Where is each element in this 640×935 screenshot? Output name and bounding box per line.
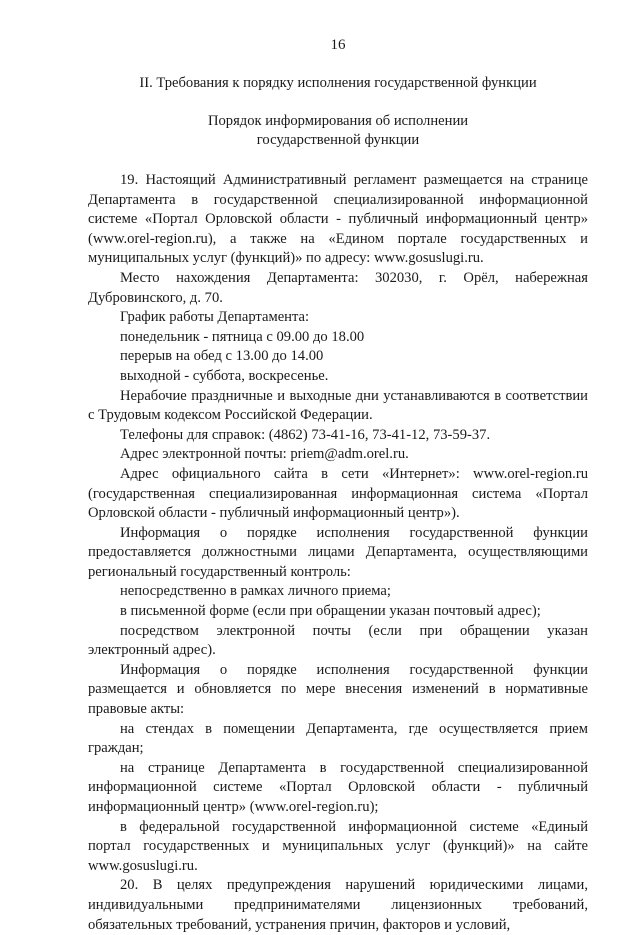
paragraph-20: 20. В целях предупреждения нарушений юридическими лицами, индивидуальными предпринимателями лицензионных требований, обязательных требований, устранения причин, факторов и условий,	[88, 877, 588, 933]
subsection-title-line-2: государственной функции	[256, 132, 420, 148]
page-number: 16	[330, 37, 346, 53]
section-title: II. Требования к порядку исполнения государственной функции	[139, 75, 537, 91]
schedule-weekend: выходной - суббота, воскресенье.	[120, 367, 329, 384]
paragraph-info-provided: Информация о порядке исполнения государственной функции предоставляется должностными лицами Департамента, осуществляющими региональный государственный контроль:	[88, 524, 588, 580]
paragraph-info-published: Информация о порядке исполнения государственной функции размещается и обновляется по мере внесения изменений в нормативные правовые акты:	[88, 661, 588, 718]
list-item-portal: на странице Департамента в государственной специализированной информационной системе «Портал Орловской области - публичный информационный центр» (www.orel-region.ru);	[88, 759, 588, 815]
list-item-personal: непосредственно в рамках личного приема;	[120, 583, 391, 600]
schedule-title: График работы Департамента:	[120, 309, 310, 326]
paragraph-email: Адрес электронной почты: priem@adm.orel.ru.	[120, 446, 409, 463]
subsection-title-line-1: Порядок информирования об исполнении	[207, 113, 469, 129]
subsection-title	[88, 112, 588, 150]
list-item-email: посредством электронной почты (если при обращении указан электронный адрес).	[88, 622, 588, 659]
document-page	[88, 36, 588, 935]
list-item-written: в письменной форме (если при обращении указан почтовый адрес);	[120, 603, 541, 620]
paragraph-holidays: Нерабочие праздничные и выходные дни устанавливаются в соответствии с Трудовым кодексом Российской Федерации.	[88, 387, 588, 424]
paragraph-website: Адрес официального сайта в сети «Интернет»: www.orel-region.ru (государственная специализированная информационная система «Портал Орловской области - публичный информационный центр»).	[88, 465, 588, 522]
schedule-weekdays: понедельник - пятница с 09.00 до 18.00	[120, 328, 365, 345]
schedule-lunch: перерыв на обед с 13.00 до 14.00	[120, 348, 324, 365]
paragraph-location: Место нахождения Департамента: 302030, г. Орёл, набережная Дубровинского, д. 70.	[88, 269, 588, 306]
paragraph-phones: Телефоны для справок: (4862) 73-41-16, 73-41-12, 73-59-37.	[120, 426, 491, 443]
paragraph-19: 19. Настоящий Административный регламент размещается на странице Департамента в государственной специализированной информационной системе «Портал Орловской области - публичный информационный центр» (www.orel-region.ru), а также на «Едином портале государственных и муниципальных услуг (функций)» по адресу: www.gosuslugi.ru.	[88, 172, 588, 267]
list-item-stands: на стендах в помещении Департамента, где осуществляется прием граждан;	[88, 720, 588, 757]
list-item-federal: в федеральной государственной информационной системе «Единый портал государственных и муниципальных услуг (функций)» на сайте www.gosuslugi.ru.	[88, 818, 588, 874]
